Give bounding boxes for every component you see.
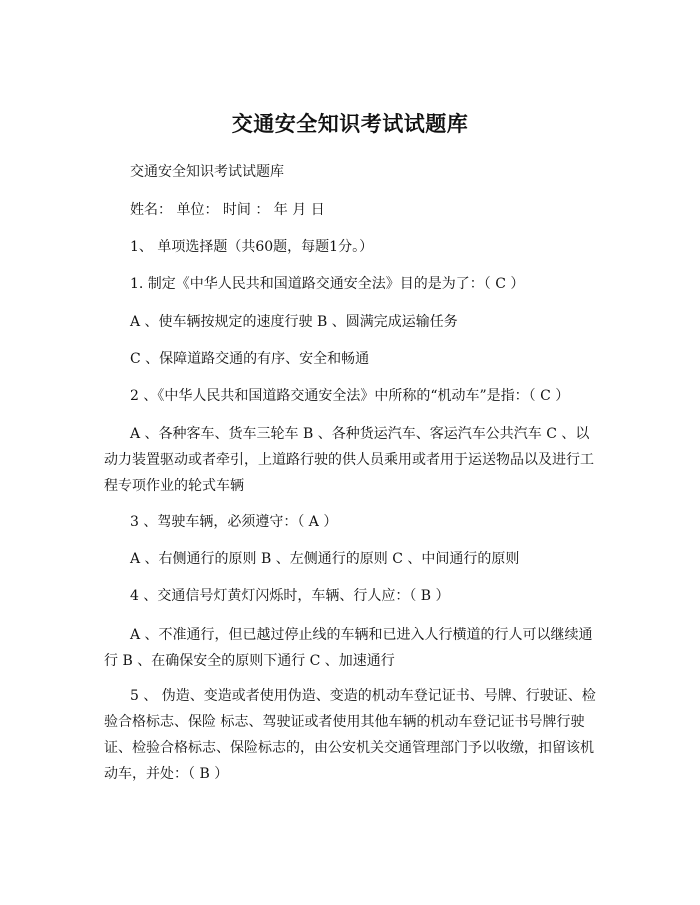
question-4: 4 、交通信号灯黄灯闪烁时，车辆、行人应：（ B ）: [130, 588, 450, 604]
question-3-options: A 、右侧通行的原则 B 、左侧通行的原则 C 、中间通行的原则: [130, 551, 520, 567]
question-1-options-line-2: C 、保障道路交通的有序、安全和畅通: [130, 351, 370, 367]
question-1-options-line-1: A 、使车辆按规定的速度行驶 B 、圆满完成运输任务: [130, 314, 458, 330]
document-subtitle: 交通安全知识考试试题库: [130, 164, 284, 180]
section-heading: 1、 单项选择题（共60题，每题1分。）: [130, 239, 374, 255]
question-2-options: A 、各种客车、货车三轮车 B 、各种货运汽车、客运汽车公共汽车 C 、以动力装置驱动或者牵引，上道路行驶的供人员乘用或者用于运送物品以及进行工程专项作业的轮式车辆: [104, 426, 594, 494]
question-4-options: A 、不准通行，但已越过停止线的车辆和已进入人行横道的行人可以继续通行 B 、在确保安全的原则下通行 C 、加速通行: [104, 627, 593, 669]
info-line: 姓名： 单位： 时间 ： 年 月 日: [130, 202, 325, 218]
question-3: 3 、驾驶车辆，必须遵守：（ A ）: [130, 514, 338, 530]
question-1: 1. 制定《中华人民共和国道路交通安全法》目的是为了：（ C ）: [130, 276, 525, 292]
question-5: 5 、 伪造、变造或者使用伪造、变造的机动车登记证书、号牌、行驶证、检验合格标志、保险 标志、驾驶证或者使用其他车辆的机动车登记证书号牌行驶证、检验合格标志、保险标志的，由公安机关交通管理部门予以收缴，扣留该机动车，并处：（ B ）: [104, 688, 596, 782]
document-title: 交通安全知识考试试题库: [231, 111, 469, 136]
question-2: 2 、《中华人民共和国道路交通安全法》中所称的“机动车”是指：（ C ）: [130, 388, 570, 404]
